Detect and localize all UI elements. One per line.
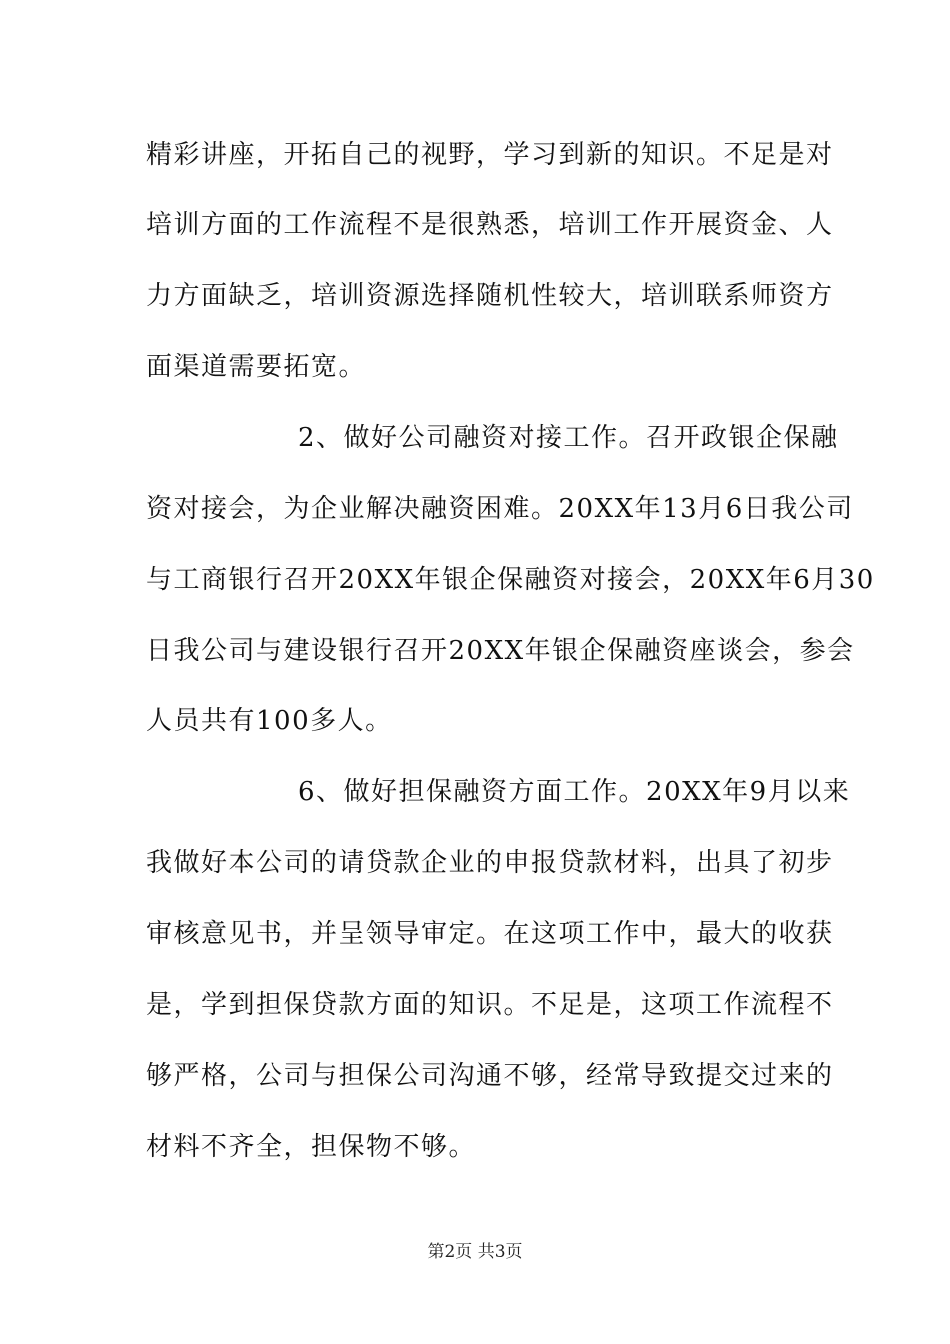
paragraph-line-13: 是，学到担保贷款方面的知识。不足是，这项工作流程不: [146, 990, 834, 1020]
paragraph-line-14: 够严格，公司与担保公司沟通不够，经常导致提交过来的: [146, 1061, 834, 1091]
paragraph-line-15: 材料不齐全，担保物不够。: [146, 1132, 477, 1162]
paragraph-line-5: 2、做好公司融资对接工作。召开政银企保融: [298, 423, 839, 453]
paragraph-line-8: 日我公司与建设银行召开20XX年银企保融资座谈会，参会: [146, 636, 855, 666]
paragraph-line-4: 面渠道需要拓宽。: [146, 352, 367, 382]
page-number-footer: 第2页 共3页: [427, 1242, 523, 1262]
paragraph-line-10: 6、做好担保融资方面工作。20XX年9月以来: [298, 777, 851, 807]
paragraph-line-1: 精彩讲座，开拓自己的视野，学习到新的知识。不足是对: [146, 140, 834, 170]
paragraph-line-12: 审核意见书，并呈领导审定。在这项工作中，最大的收获: [146, 919, 834, 949]
paragraph-line-3: 力方面缺乏，培训资源选择随机性较大，培训联系师资方: [146, 281, 834, 311]
paragraph-line-9: 人员共有100多人。: [146, 706, 393, 736]
paragraph-line-11: 我做好本公司的请贷款企业的申报贷款材料，出具了初步: [146, 848, 834, 878]
paragraph-line-6: 资对接会，为企业解决融资困难。20XX年13月6日我公司: [146, 494, 854, 524]
paragraph-line-7: 与工商银行召开20XX年银企保融资对接会，20XX年6月30: [146, 565, 875, 595]
paragraph-line-2: 培训方面的工作流程不是很熟悉，培训工作开展资金、人: [146, 210, 834, 240]
